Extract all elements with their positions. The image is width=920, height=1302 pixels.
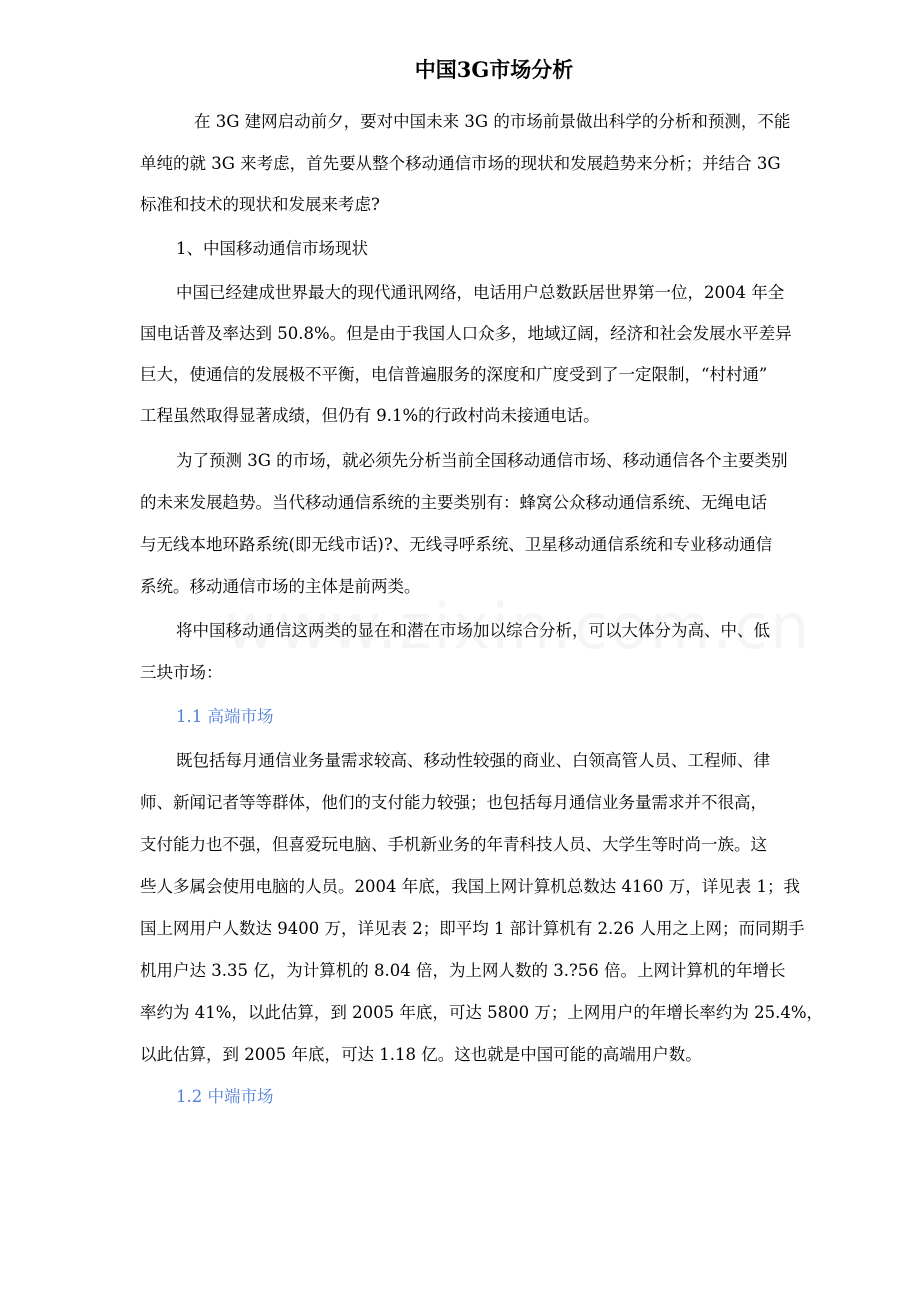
body-line: 巨大，使通信的发展极不平衡，电信普遍服务的深度和广度受到了一定限制，“村村通”: [140, 365, 768, 384]
body-line: 工程虽然取得显著成绩，但仍有 9.1%的行政村尚未接通电话。: [140, 406, 600, 425]
body-line: 以此估算，到 2005 年底，可达 1.18 亿。这也就是中国可能的高端用户数。: [140, 1045, 702, 1064]
body-line: 国上网用户人数达 9400 万，详见表 2；即平均 1 部计算机有 2.26 人用之上网；而同期手: [140, 919, 805, 938]
body-line: 将中国移动通信这两类的显在和潜在市场加以综合分析，可以大体分为高、中、低: [176, 621, 770, 640]
subsection-heading: 1.2 中端市场: [176, 1087, 274, 1106]
body-line: 单纯的就 3G 来考虑，首先要从整个移动通信市场的现状和发展趋势来分析；并结合 3G: [140, 154, 781, 173]
body-line: 既包括每月通信业务量需求较高、移动性较强的商业、白领高管人员、工程师、律: [176, 751, 770, 770]
body-line: 机用户达 3.35 亿，为计算机的 8.04 倍，为上网人数的 3.?56 倍。上网计算机的年增长: [140, 961, 786, 980]
body-line: 三块市场：: [140, 663, 223, 682]
body-line: 与无线本地环路系统(即无线市话)?、无线寻呼系统、卫星移动通信系统和专业移动通信: [140, 535, 773, 554]
body-line: 中国已经建成世界最大的现代通讯网络，电话用户总数跃居世界第一位，2004 年全: [176, 283, 785, 302]
body-line: 为了预测 3G 的市场，就必须先分析当前全国移动通信市场、移动通信各个主要类别: [176, 451, 788, 470]
body-line: 在 3G 建网启动前夕，要对中国未来 3G 的市场前景做出科学的分析和预测，不能: [194, 112, 791, 131]
body-line: 国电话普及率达到 50.8%。但是由于我国人口众多，地域辽阔，经济和社会发展水平差异: [140, 324, 792, 343]
body-line: 的未来发展趋势。当代移动通信系统的主要类别有：蜂窝公众移动通信系统、无绳电话: [140, 493, 767, 512]
body-line: 师、新闻记者等等群体，他们的支付能力较强；也包括每月通信业务量需求并不很高，: [140, 793, 767, 812]
subsection-heading: 1.1 高端市场: [176, 707, 274, 726]
body-line: 标准和技术的现状和发展来考虑?: [140, 195, 380, 214]
body-line: 支付能力也不强，但喜爱玩电脑、手机新业务的年青科技人员、大学生等时尚一族。这: [140, 835, 767, 854]
body-line: 率约为 41%，以此估算，到 2005 年底，可达 5800 万；上网用户的年增长率约为 25.4%，: [140, 1003, 824, 1022]
section-heading: 1、中国移动通信市场现状: [176, 239, 368, 258]
body-line: 系统。移动通信市场的主体是前两类。: [140, 577, 421, 596]
body-line: 些人多属会使用电脑的人员。2004 年底，我国上网计算机总数达 4160 万，详见表 1；我: [140, 877, 800, 896]
page-title: 中国3G市场分析: [414, 57, 574, 82]
